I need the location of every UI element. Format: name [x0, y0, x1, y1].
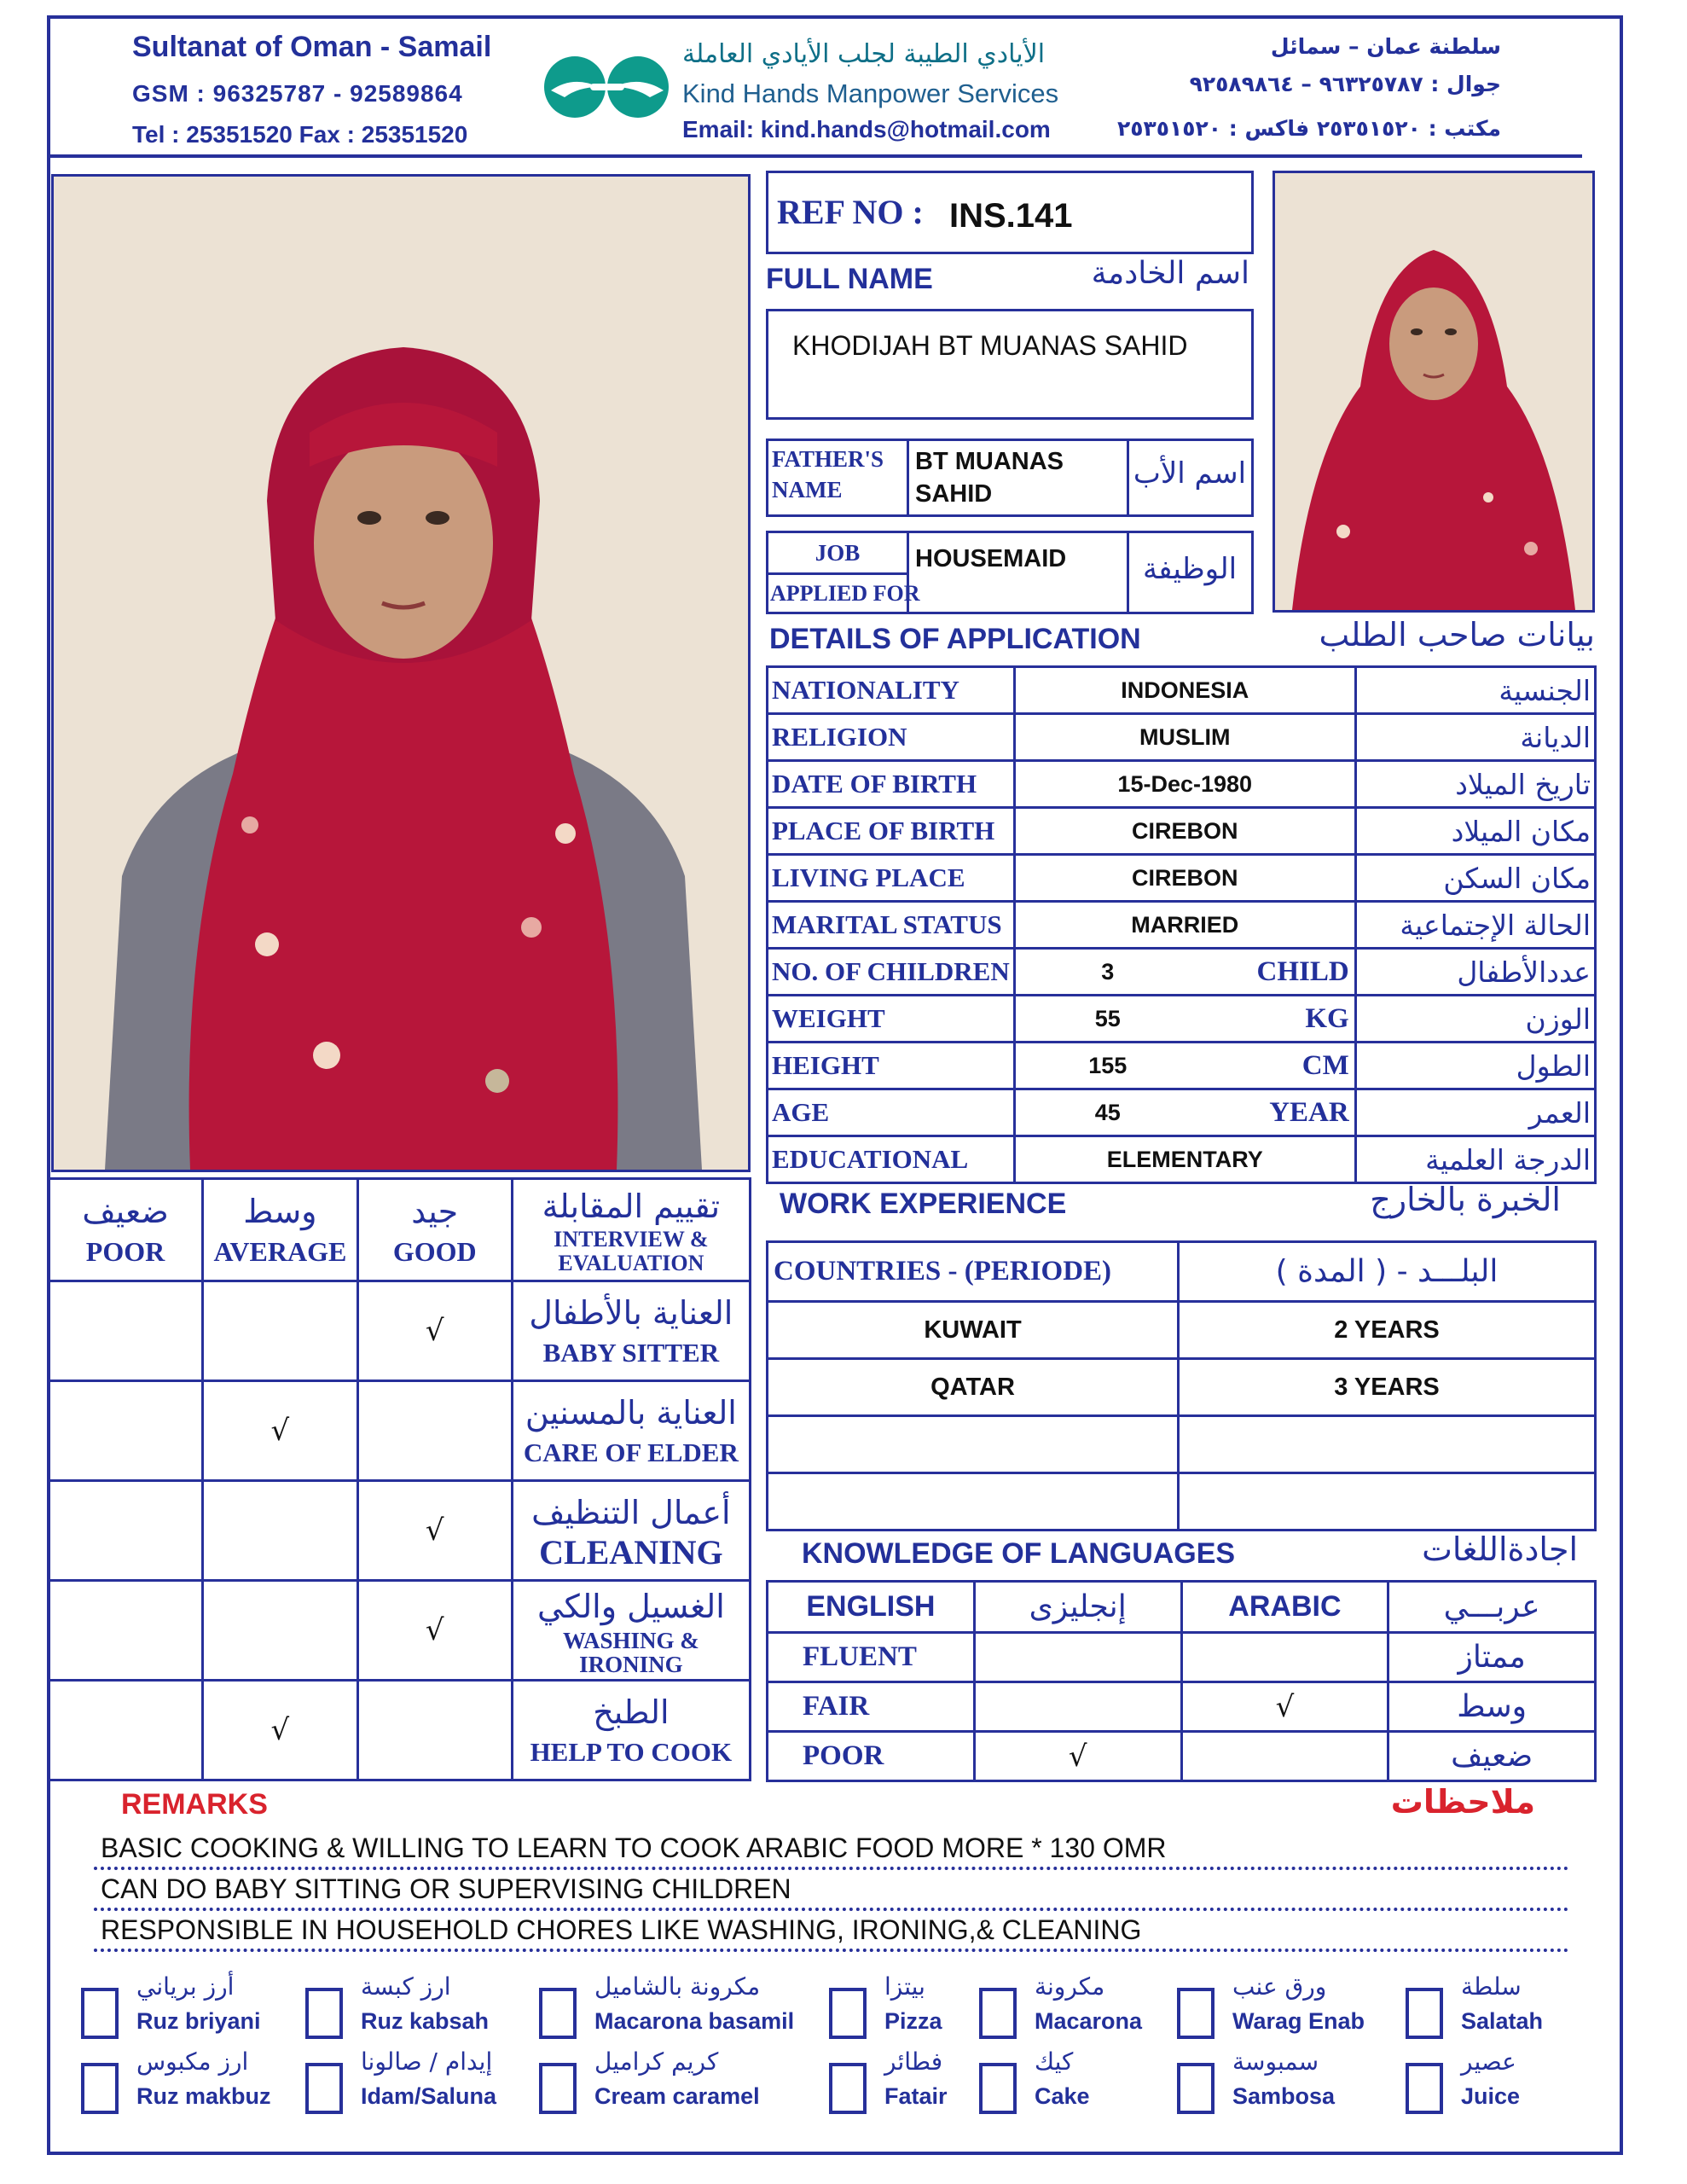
details-row [768, 667, 1596, 714]
evaluation-skill-en: BABY SITTER [542, 1338, 720, 1368]
father-divider-1 [907, 441, 909, 514]
details-label: NO. OF CHILDREN [768, 949, 1015, 996]
food-name-ar: كريم كراميل [594, 2048, 719, 2076]
languages-row [768, 1682, 1596, 1732]
food-name-ar: بيتزا [884, 1972, 925, 2001]
details-row [768, 714, 1596, 761]
language-arabic-mark [1181, 1732, 1388, 1781]
father-value-1: BT MUANAS [915, 448, 1064, 475]
evaluation-header-cell [49, 1179, 203, 1281]
evaluation-mark [357, 1381, 512, 1481]
remark-line: RESPONSIBLE IN HOUSEHOLD CHORES LIKE WASHING, IRONING,& CLEANING [101, 1914, 1142, 1945]
evaluation-mark [49, 1581, 203, 1681]
food-name-en: Cake [1035, 2083, 1090, 2109]
details-row [768, 855, 1596, 902]
details-label-ar: الجنسية [1355, 667, 1595, 714]
food-checkbox[interactable] [1406, 1988, 1443, 2039]
evaluation-mark: √ [203, 1381, 358, 1481]
evaluation-header-en: POOR [85, 1235, 165, 1267]
details-label: HEIGHT [768, 1043, 1015, 1089]
languages-table [766, 1580, 1597, 1782]
work-country [768, 1416, 1179, 1473]
work-period: 2 YEARS [1179, 1302, 1596, 1359]
evaluation-skill-en: HELP TO COOK [530, 1737, 733, 1767]
details-value-cell [1014, 855, 1355, 902]
evaluation-skill-ar: العناية بالأطفال [529, 1294, 733, 1332]
work-row [768, 1416, 1596, 1473]
food-name-ar: عصير [1461, 2048, 1516, 2076]
food-checkbox[interactable] [979, 2063, 1017, 2114]
evaluation-row [49, 1581, 751, 1681]
header-ar-line1: سلطنة عمان – سمائل [1270, 34, 1501, 59]
food-checkbox[interactable] [829, 2063, 867, 2114]
evaluation-mark: √ [203, 1681, 358, 1780]
food-name-ar: كيك [1035, 2048, 1074, 2076]
father-name-box [766, 439, 1254, 517]
evaluation-skill-ar: أعمال التنظيف [531, 1494, 731, 1531]
food-checkbox[interactable] [539, 1988, 577, 2039]
details-label: MARITAL STATUS [768, 902, 1015, 949]
details-row [768, 761, 1596, 808]
kind-hands-logo-icon [539, 53, 675, 121]
evaluation-mark: √ [357, 1281, 512, 1381]
evaluation-row [49, 1381, 751, 1481]
language-level: FLUENT [768, 1633, 975, 1682]
food-name-en: Ruz kabsah [361, 2008, 490, 2034]
language-level-ar: وسط [1388, 1682, 1596, 1732]
evaluation-header-ar: جيد [411, 1192, 459, 1230]
evaluation-header-ar: ضعيف [82, 1192, 169, 1230]
evaluation-skill-en: WASHING & IRONING [562, 1628, 699, 1677]
details-label: WEIGHT [768, 996, 1015, 1043]
language-level-ar: ممتاز [1388, 1633, 1596, 1682]
main-photo [51, 174, 751, 1172]
food-checkbox[interactable] [305, 1988, 343, 2039]
company-name-ar: الأيادي الطيبة لجلب الأيادي العاملة [682, 39, 1046, 69]
details-value-cell [1014, 949, 1355, 996]
remark-underline [94, 1867, 1569, 1870]
details-value: 15-Dec-1980 [1117, 770, 1253, 797]
evaluation-table [47, 1177, 751, 1781]
evaluation-skill-ar: الطبخ [593, 1693, 670, 1731]
work-period [1179, 1473, 1596, 1531]
ref-value: INS.141 [949, 197, 1073, 235]
languages-header-arabic-ar: عربـــي [1388, 1582, 1596, 1633]
food-name-en: Ruz makbuz [136, 2083, 271, 2109]
work-experience-title-ar: الخبرة بالخارج [1370, 1181, 1561, 1218]
tel-fax-line: Tel : 25351520 Fax : 25351520 [132, 121, 468, 148]
details-value-cell [1014, 667, 1355, 714]
work-experience-table [766, 1240, 1597, 1531]
evaluation-row [49, 1481, 751, 1581]
full-name-box [766, 309, 1254, 420]
details-row [768, 1136, 1596, 1183]
details-value-cell [1014, 1089, 1355, 1136]
father-label-1: FATHER'S [772, 446, 884, 472]
details-label-ar: العمر [1355, 1089, 1595, 1136]
evaluation-row [49, 1281, 751, 1381]
details-label-ar: عددالأطفال [1355, 949, 1595, 996]
details-label-ar: الدرجة العلمية [1355, 1136, 1595, 1183]
details-row [768, 902, 1596, 949]
details-unit: YEAR [1269, 1097, 1349, 1128]
details-label-ar: الديانة [1355, 714, 1595, 761]
father-divider-2 [1127, 441, 1129, 514]
evaluation-skill-cell [512, 1281, 750, 1381]
food-name-ar: مكرونة بالشاميل [594, 1972, 761, 2001]
languages-title-ar: اجادةاللغات [1422, 1531, 1578, 1568]
details-label-ar: الوزن [1355, 996, 1595, 1043]
languages-header-english: ENGLISH [768, 1582, 975, 1633]
details-value: 55 [1094, 1005, 1121, 1031]
job-divider-2 [1127, 533, 1129, 612]
food-name-ar: إيدام / صالونا [361, 2048, 493, 2076]
evaluation-mark: √ [357, 1581, 512, 1681]
food-checkbox[interactable] [1177, 1988, 1215, 2039]
header-divider [47, 154, 1582, 158]
details-value: INDONESIA [1121, 677, 1249, 703]
gsm-line: GSM : 96325787 - 92589864 [132, 80, 463, 107]
work-header-row [768, 1242, 1596, 1302]
remarks-label-ar: ملاحظات [1390, 1783, 1535, 1821]
evaluation-skill-en: CLEANING [539, 1533, 723, 1571]
job-box [766, 531, 1254, 614]
food-checkbox[interactable] [1177, 2063, 1215, 2114]
ref-label: REF NO : [777, 193, 924, 231]
evaluation-header-en: GOOD [392, 1235, 477, 1267]
evaluation-skill-cell [512, 1481, 750, 1581]
evaluation-header-en: INTERVIEW & EVALUATION [554, 1226, 709, 1275]
evaluation-mark [49, 1481, 203, 1581]
father-value-2: SAHID [915, 480, 993, 508]
work-period [1179, 1416, 1596, 1473]
remark-line: BASIC COOKING & WILLING TO LEARN TO COOK ARABIC FOOD MORE * 130 OMR [101, 1833, 1167, 1863]
food-checkbox[interactable] [305, 2063, 343, 2114]
details-row [768, 1043, 1596, 1089]
details-value-cell [1014, 902, 1355, 949]
details-value: MARRIED [1131, 911, 1239, 938]
evaluation-header-cell [512, 1179, 750, 1281]
food-checkbox[interactable] [1406, 2063, 1443, 2114]
details-value: 45 [1094, 1099, 1121, 1125]
languages-title: KNOWLEDGE OF LANGUAGES [802, 1537, 1236, 1570]
language-english-mark [974, 1682, 1181, 1732]
details-value-cell [1014, 996, 1355, 1043]
evaluation-mark [49, 1681, 203, 1780]
evaluation-mark [203, 1581, 358, 1681]
evaluation-skill-ar: الغسيل والكي [536, 1588, 725, 1625]
food-name-ar: مكرونة [1035, 1972, 1105, 2001]
father-label-ar: اسم الأب [1133, 456, 1247, 491]
food-name-en: Juice [1461, 2083, 1521, 2109]
evaluation-mark [49, 1281, 203, 1381]
evaluation-skill-cell [512, 1381, 750, 1481]
details-value: ELEMENTARY [1106, 1146, 1263, 1172]
work-country [768, 1473, 1179, 1531]
evaluation-header-ar: تقييم المقابلة [542, 1187, 721, 1225]
details-label: EDUCATIONAL [768, 1136, 1015, 1183]
header-ar-line2: جوال : ٩٦٣٢٥٧٨٧ – ٩٢٥٨٩٨٦٤ [1189, 72, 1501, 96]
full-name-value: KHODIJAH BT MUANAS SAHID [792, 330, 1188, 361]
food-name-en: Pizza [884, 2008, 942, 2034]
details-label: RELIGION [768, 714, 1015, 761]
language-level-ar: ضعيف [1388, 1732, 1596, 1781]
evaluation-skill-cell [512, 1681, 750, 1780]
full-name-label: FULL NAME [766, 263, 933, 295]
ref-box [766, 171, 1254, 254]
languages-row [768, 1633, 1596, 1682]
food-checkbox[interactable] [979, 1988, 1017, 2039]
details-title-ar: بيانات صاحب الطلب [1319, 616, 1595, 653]
details-label-ar: الحالة الإجتماعية [1355, 902, 1595, 949]
details-row [768, 1089, 1596, 1136]
evaluation-header-cell [203, 1179, 358, 1281]
languages-row [768, 1732, 1596, 1781]
food-checkbox[interactable] [539, 2063, 577, 2114]
food-checkbox[interactable] [829, 1988, 867, 2039]
evaluation-skill-cell [512, 1581, 750, 1681]
language-arabic-mark [1181, 1633, 1388, 1682]
work-country: QATAR [768, 1359, 1179, 1416]
details-row [768, 949, 1596, 996]
food-checkbox[interactable] [81, 1988, 119, 2039]
food-name-en: Salatah [1461, 2008, 1544, 2034]
evaluation-row [49, 1681, 751, 1780]
father-label-2: NAME [772, 477, 843, 502]
work-row [768, 1473, 1596, 1531]
evaluation-header-row [49, 1179, 751, 1281]
details-value-cell [1014, 808, 1355, 855]
details-value: 155 [1088, 1052, 1128, 1078]
job-value: HOUSEMAID [915, 545, 1067, 572]
food-name-en: Idam/Saluna [361, 2083, 497, 2109]
evaluation-skill-en: CARE OF ELDER [523, 1438, 739, 1467]
languages-header-english-ar: إنجليزى [974, 1582, 1181, 1633]
work-row [768, 1302, 1596, 1359]
food-name-ar: أرز برياني [136, 1972, 235, 2001]
details-value-cell [1014, 761, 1355, 808]
job-label-2: APPLIED FOR [770, 581, 920, 606]
job-label-1: JOB [815, 540, 861, 566]
details-value: CIREBON [1131, 864, 1238, 891]
details-label-ar: تاريخ الميلاد [1355, 761, 1595, 808]
language-arabic-mark: √ [1181, 1682, 1388, 1732]
job-label-ar: الوظيفة [1142, 552, 1238, 586]
food-name-en: Sambosa [1232, 2083, 1336, 2109]
email-line: Email: kind.hands@hotmail.com [682, 116, 1051, 142]
remark-line: CAN DO BABY SITTING OR SUPERVISING CHILDREN [101, 1873, 791, 1904]
work-header-en: COUNTRIES - (PERIODE) [768, 1242, 1179, 1302]
food-name-en: Fatair [884, 2083, 948, 2109]
evaluation-header-en: AVERAGE [213, 1235, 347, 1267]
small-photo [1272, 171, 1595, 613]
evaluation-mark [203, 1281, 358, 1381]
evaluation-mark [357, 1681, 512, 1780]
food-name-en: Ruz briyani [136, 2008, 261, 2034]
company-name-en-full: Kind Hands Manpower Services [682, 78, 1059, 108]
evaluation-skill-ar: العناية بالمسنين [525, 1394, 737, 1432]
work-row [768, 1359, 1596, 1416]
food-name-ar: فطائر [884, 2048, 943, 2076]
details-label: DATE OF BIRTH [768, 761, 1015, 808]
details-label: PLACE OF BIRTH [768, 808, 1015, 855]
food-name-ar: ورق عنب [1232, 1972, 1327, 2001]
details-title: DETAILS OF APPLICATION [769, 623, 1141, 655]
language-english-mark: √ [974, 1732, 1181, 1781]
food-name-ar: سلطة [1461, 1972, 1522, 2001]
evaluation-header-ar: وسط [243, 1192, 317, 1230]
remark-underline [94, 1908, 1569, 1911]
food-name-ar: ارز مكبوس [136, 2048, 249, 2076]
details-label: AGE [768, 1089, 1015, 1136]
language-level: POOR [768, 1732, 975, 1781]
food-name-en: Macarona basamil [594, 2008, 795, 2034]
evaluation-mark [49, 1381, 203, 1481]
details-unit: KG [1305, 1003, 1349, 1034]
languages-header-row [768, 1582, 1596, 1633]
details-unit: CM [1301, 1050, 1349, 1081]
details-label-ar: مكان الميلاد [1355, 808, 1595, 855]
details-value: CIREBON [1131, 817, 1238, 844]
company-name-en: Sultanat of Oman - Samail [132, 31, 492, 63]
remark-underline [94, 1949, 1569, 1952]
language-english-mark [974, 1633, 1181, 1682]
details-table [766, 665, 1597, 1184]
work-period: 3 YEARS [1179, 1359, 1596, 1416]
details-value: MUSLIM [1139, 723, 1231, 750]
language-level: FAIR [768, 1682, 975, 1732]
details-label: NATIONALITY [768, 667, 1015, 714]
details-unit: CHILD [1256, 956, 1349, 987]
food-checkbox[interactable] [81, 2063, 119, 2114]
work-country: KUWAIT [768, 1302, 1179, 1359]
details-value-cell [1014, 1043, 1355, 1089]
food-name-en: Cream caramel [594, 2083, 760, 2109]
details-row [768, 996, 1596, 1043]
work-experience-title: WORK EXPERIENCE [780, 1188, 1067, 1220]
food-name-en: Warag Enab [1232, 2008, 1365, 2034]
evaluation-mark: √ [357, 1481, 512, 1581]
food-name-ar: ارز كبسة [361, 1972, 451, 2001]
job-divider-3 [768, 572, 907, 575]
evaluation-mark [203, 1481, 358, 1581]
food-name-ar: سمبوسة [1232, 2048, 1319, 2076]
details-label: LIVING PLACE [768, 855, 1015, 902]
work-header-ar: البلـــد - ( المدة ) [1179, 1242, 1596, 1302]
details-label-ar: الطول [1355, 1043, 1595, 1089]
details-value-cell [1014, 714, 1355, 761]
details-row [768, 808, 1596, 855]
languages-header-arabic: ARABIC [1181, 1582, 1388, 1633]
details-value: 3 [1101, 958, 1115, 985]
full-name-label-ar: اسم الخادمة [1091, 256, 1249, 291]
evaluation-header-cell [357, 1179, 512, 1281]
details-label-ar: مكان السكن [1355, 855, 1595, 902]
details-value-cell [1014, 1136, 1355, 1183]
food-name-en: Macarona [1035, 2008, 1143, 2034]
remarks-label: REMARKS [121, 1788, 268, 1821]
header-ar-line3: مكتب : ٢٥٣٥١٥٢٠ فاكس : ٢٥٣٥١٥٢٠ [1117, 116, 1501, 141]
